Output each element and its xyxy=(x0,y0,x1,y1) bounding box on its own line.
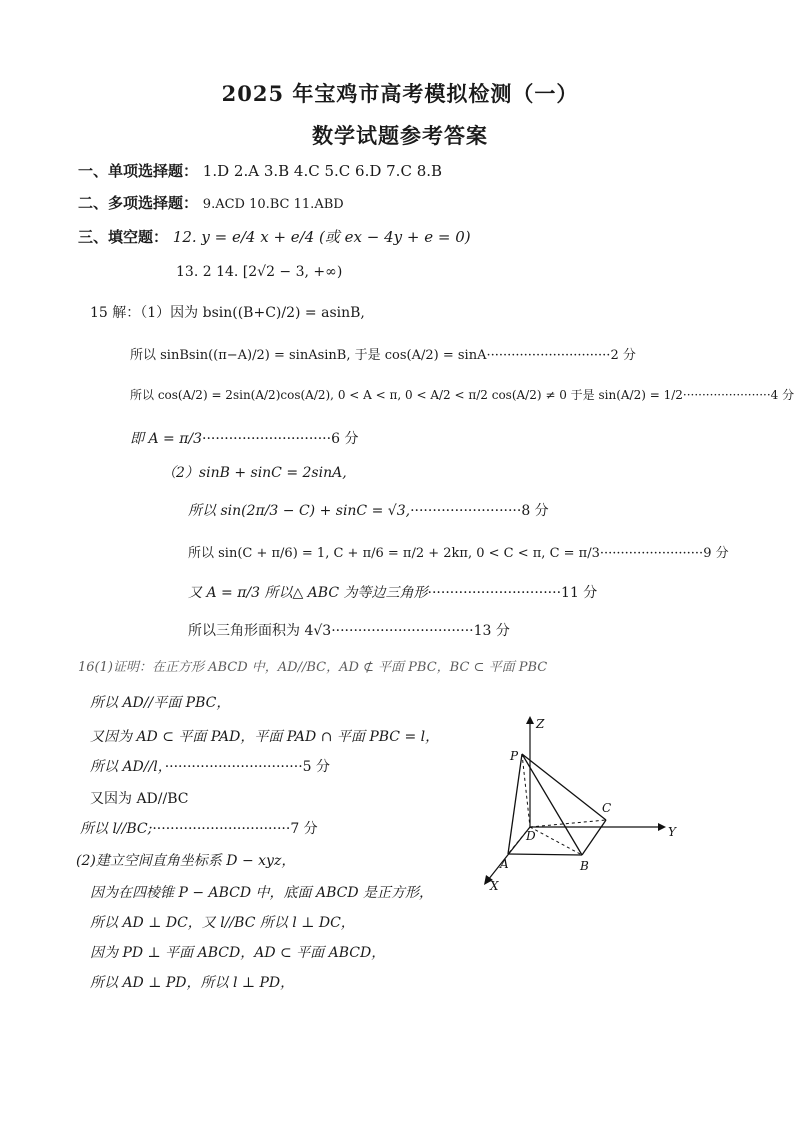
q16-line-4: 所以 AD//l，·······························5 分 xyxy=(90,759,331,775)
q16-line-6: 所以 l//BC;·······························7 分 xyxy=(80,821,318,837)
q15-line-4-text: 即 A = π/3 xyxy=(130,431,203,447)
q15-line-5: （2）sinB + sinC = 2sinA, xyxy=(162,465,347,481)
q15-line-9-text: 所以三角形面积为 4√3 xyxy=(188,623,332,639)
q15-line-2-score: 2 分 xyxy=(610,348,636,363)
label-b: B xyxy=(580,859,589,873)
q15-line-4-score: 6 分 xyxy=(331,431,359,447)
q15-line-8-score: 11 分 xyxy=(561,585,598,601)
q15-line-7-text: 所以 sin(C + π/6) = 1, C + π/6 = π/2 + 2kπ, 0 < C < π, C = π/3 xyxy=(188,546,600,561)
answer-q12: 12. y = e/4 x + e/4 (或 ex − 4y + e = 0) xyxy=(172,228,471,246)
q16-line-8: 因为在四棱锥 P − ABCD 中，底面 ABCD 是正方形， xyxy=(90,885,434,901)
label-p: P xyxy=(510,749,519,763)
section-multi-choice-label: 二、多项选择题： xyxy=(78,194,199,212)
q16-line-6-text: 所以 l//BC; xyxy=(80,821,153,837)
q15-line-2-text: 所以 sinBsin((π−A)/2) = sinAsinB, 于是 cos(A/2) = sinA xyxy=(130,348,487,363)
q15-line-8: 又 A = π/3 所以△ ABC 为等边三角形······························11 分 xyxy=(188,585,598,601)
q15-line-2: 所以 sinBsin((π−A)/2) = sinAsinB, 于是 cos(A/2) = sinA······························2 分 xyxy=(130,348,636,363)
q16-line-11: 所以 AD ⊥ PD，所以 l ⊥ PD， xyxy=(90,975,295,991)
edge-bc xyxy=(582,820,606,855)
label-c: C xyxy=(602,801,612,815)
q15-line-3: 所以 cos(A/2) = 2sin(A/2)cos(A/2), 0 < A < π, 0 < A/2 < π/2 cos(A/2) ≠ 0 于是 sin(A/2) = 1/2·······················4 分 xyxy=(130,388,795,402)
q15-line-9: 所以三角形面积为 4√3································13 分 xyxy=(188,623,510,639)
pyramid-coordinate-diagram xyxy=(470,712,690,897)
q15-line-3-text: 所以 cos(A/2) = 2sin(A/2)cos(A/2), 0 < A < π, 0 < A/2 < π/2 cos(A/2) ≠ 0 于是 sin(A/2) = 1/2 xyxy=(130,388,683,402)
q15-line-1: 15 解：（1）因为 bsin((B+C)/2) = asinB, xyxy=(90,305,365,321)
section-fill-blank-label: 三、填空题： xyxy=(78,228,169,246)
label-x: X xyxy=(490,879,499,893)
q15-line-4: 即 A = π/3·····························6 分 xyxy=(130,431,359,447)
label-d: D xyxy=(526,829,536,843)
section-single-choice-label: 一、单项选择题： xyxy=(78,162,199,180)
y-axis-arrow xyxy=(658,823,666,831)
q16-line-7: (2)建立空间直角坐标系 D − xyz， xyxy=(76,853,296,869)
section-single-choice-answers: 1.D 2.A 3.B 4.C 5.C 6.D 7.C 8.B xyxy=(202,162,443,180)
q16-line-4-text: 所以 AD//l， xyxy=(90,759,165,775)
edge-ab xyxy=(508,854,582,855)
page-subtitle: 数学试题参考答案 xyxy=(312,123,488,148)
z-axis-arrow xyxy=(526,716,534,724)
edge-pc xyxy=(522,754,606,820)
label-z: Z xyxy=(536,717,545,731)
section-fill-blank xyxy=(78,226,471,247)
section-multi-choice-answers: 9.ACD 10.BC 11.ABD xyxy=(202,197,344,212)
answer-q13-q14: 13. 2 14. [2√2 − 3, +∞) xyxy=(176,264,343,280)
page-title: 2025 年宝鸡市高考模拟检测（一） xyxy=(221,81,579,106)
q16-line-2: 所以 AD//平面 PBC， xyxy=(90,695,231,711)
section-single-choice xyxy=(78,160,442,181)
q16-line-1: 16(1)证明：在正方形 ABCD 中，AD//BC，AD ⊄ 平面 PBC，BC ⊂ 平面 PBC xyxy=(78,660,548,675)
label-a: A xyxy=(500,857,509,871)
q15-line-7: 所以 sin(C + π/6) = 1, C + π/6 = π/2 + 2kπ, 0 < C < π, C = π/3·························9 分 xyxy=(188,546,729,561)
q16-line-5: 又因为 AD//BC xyxy=(90,791,189,807)
q16-line-10: 因为 PD ⊥ 平面 ABCD，AD ⊂ 平面 ABCD， xyxy=(90,945,386,961)
q15-line-3-score: 4 分 xyxy=(770,388,795,402)
q15-line-6-score: 8 分 xyxy=(521,503,549,519)
q15-line-6-text: 所以 sin(2π/3 − C) + sinC = √3, xyxy=(188,503,411,519)
q16-line-6-score: 7 分 xyxy=(290,821,318,837)
q16-line-4-score: 5 分 xyxy=(302,759,331,775)
q16-line-9: 所以 AD ⊥ DC，又 l//BC 所以 l ⊥ DC， xyxy=(90,915,355,931)
q15-line-9-score: 13 分 xyxy=(473,623,510,639)
q16-line-3: 又因为 AD ⊂ 平面 PAD，平面 PAD ∩ 平面 PBC = l， xyxy=(90,729,440,745)
q15-line-8-text: 又 A = π/3 所以△ ABC 为等边三角形 xyxy=(188,585,428,601)
q15-line-6: 所以 sin(2π/3 − C) + sinC = √3,·························8 分 xyxy=(188,503,549,519)
label-y: Y xyxy=(668,825,676,839)
edge-dc xyxy=(530,820,606,827)
q15-line-7-score: 9 分 xyxy=(703,546,729,561)
section-multi-choice xyxy=(78,192,344,213)
